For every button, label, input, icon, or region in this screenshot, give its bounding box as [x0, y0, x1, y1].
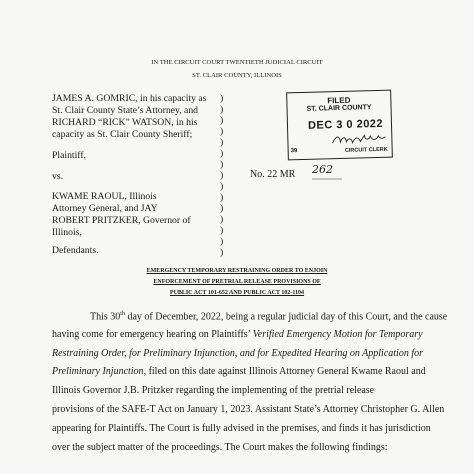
caption-plaintiff-line: JAMES A. GOMRIC, in his capacity as: [52, 93, 207, 104]
caption-paren: ): [220, 159, 224, 170]
caption-defendant-line: Illinois,: [52, 227, 82, 238]
caption-plaintiff-line: RICHARD “RICK” WATSON, in his: [52, 117, 198, 128]
caption-vs: vs.: [52, 171, 64, 182]
caption-paren: ): [220, 115, 224, 126]
court-name: IN THE CIRCUIT COURT TWENTIETH JUDICIAL CIRCUIT: [151, 59, 323, 66]
caption-paren: ): [220, 225, 224, 236]
caption-paren: ): [220, 236, 224, 247]
caption-paren: ): [220, 148, 224, 159]
body-line: This 30th day of December, 2022, being a regular judicial day of this Court, and the cause: [90, 311, 448, 323]
caption-defendant-label: Defendants.: [52, 245, 99, 256]
body-line: provisions of the SAFE-T Act on January 1, 2023. Assistant State’s Attorney Christopher G. Allen: [52, 404, 445, 415]
caption-plaintiff-line: St. Clair County State’s Attorney, and: [52, 105, 199, 116]
stamp-number: 39: [290, 148, 298, 155]
clerk-signature: [330, 130, 386, 147]
stamp-date: DEC 3 0 2022: [307, 117, 384, 132]
body-line: appearing for Plaintiffs. The Court is fully advised in the premises, and finds it has jurisdiction: [52, 423, 431, 434]
court-county: ST. CLAIR COUNTY, ILLINOIS: [192, 72, 282, 79]
case-number-handwritten: 262: [312, 163, 333, 176]
caption-paren: ): [220, 214, 224, 225]
caption-paren: ): [220, 126, 224, 137]
caption-defendant-line: ROBERT PRITZKER, Governor of: [52, 215, 191, 226]
handwriting-underline: [312, 177, 342, 181]
caption-paren: ): [220, 137, 224, 148]
caption-paren: ): [220, 93, 224, 104]
stamp-county: ST. CLAIR COUNTY: [306, 104, 372, 113]
caption-paren: ): [220, 181, 224, 192]
caption-paren: ): [220, 192, 224, 203]
stamp-filed: FILED: [327, 95, 351, 106]
case-number: No. 22 MR: [250, 169, 296, 180]
stamp-clerk: CIRCUIT CLERK: [344, 146, 388, 154]
caption-paren: ): [220, 203, 224, 214]
order-title-line: PUBLIC ACT 101-652 AND PUBLIC ACT 102-1104: [169, 290, 305, 296]
body-line: Restraining Order, for Preliminary Injunction, and for Expedited Hearing on Application for: [52, 348, 423, 359]
caption-paren: ): [220, 247, 224, 258]
filed-stamp: [286, 90, 393, 161]
caption-paren: ): [220, 170, 224, 181]
body-line: Preliminary Injunction, filed on this date against Illinois Attorney General Kwame Raoul and: [52, 366, 426, 377]
body-line: Illinois Governor J.B. Pritzker regarding the implementing of the pretrial release: [52, 385, 375, 396]
caption-plaintiff-line: capacity as St. Clair County Sheriff;: [52, 129, 193, 140]
caption-defendant-line: KWAME RAOUL, Illinois: [52, 191, 157, 202]
caption-plaintiff-label: Plaintiff,: [52, 150, 86, 161]
body-line: having come for emergency hearing on Plaintiffs’ Verified Emergency Motion for Temporary: [52, 329, 423, 340]
body-line: over the subject matter of the proceedings. The Court makes the following findings:: [52, 442, 388, 453]
order-title-line: ENFORCEMENT OF PRETRIAL RELEASE PROVISIONS OF: [153, 279, 321, 285]
order-title-line: EMERGENCY TEMPORARY RESTRAINING ORDER TO ENJOIN: [146, 268, 328, 274]
caption-defendant-line: Attorney General, and JAY: [52, 203, 158, 214]
caption-paren: ): [220, 104, 224, 115]
